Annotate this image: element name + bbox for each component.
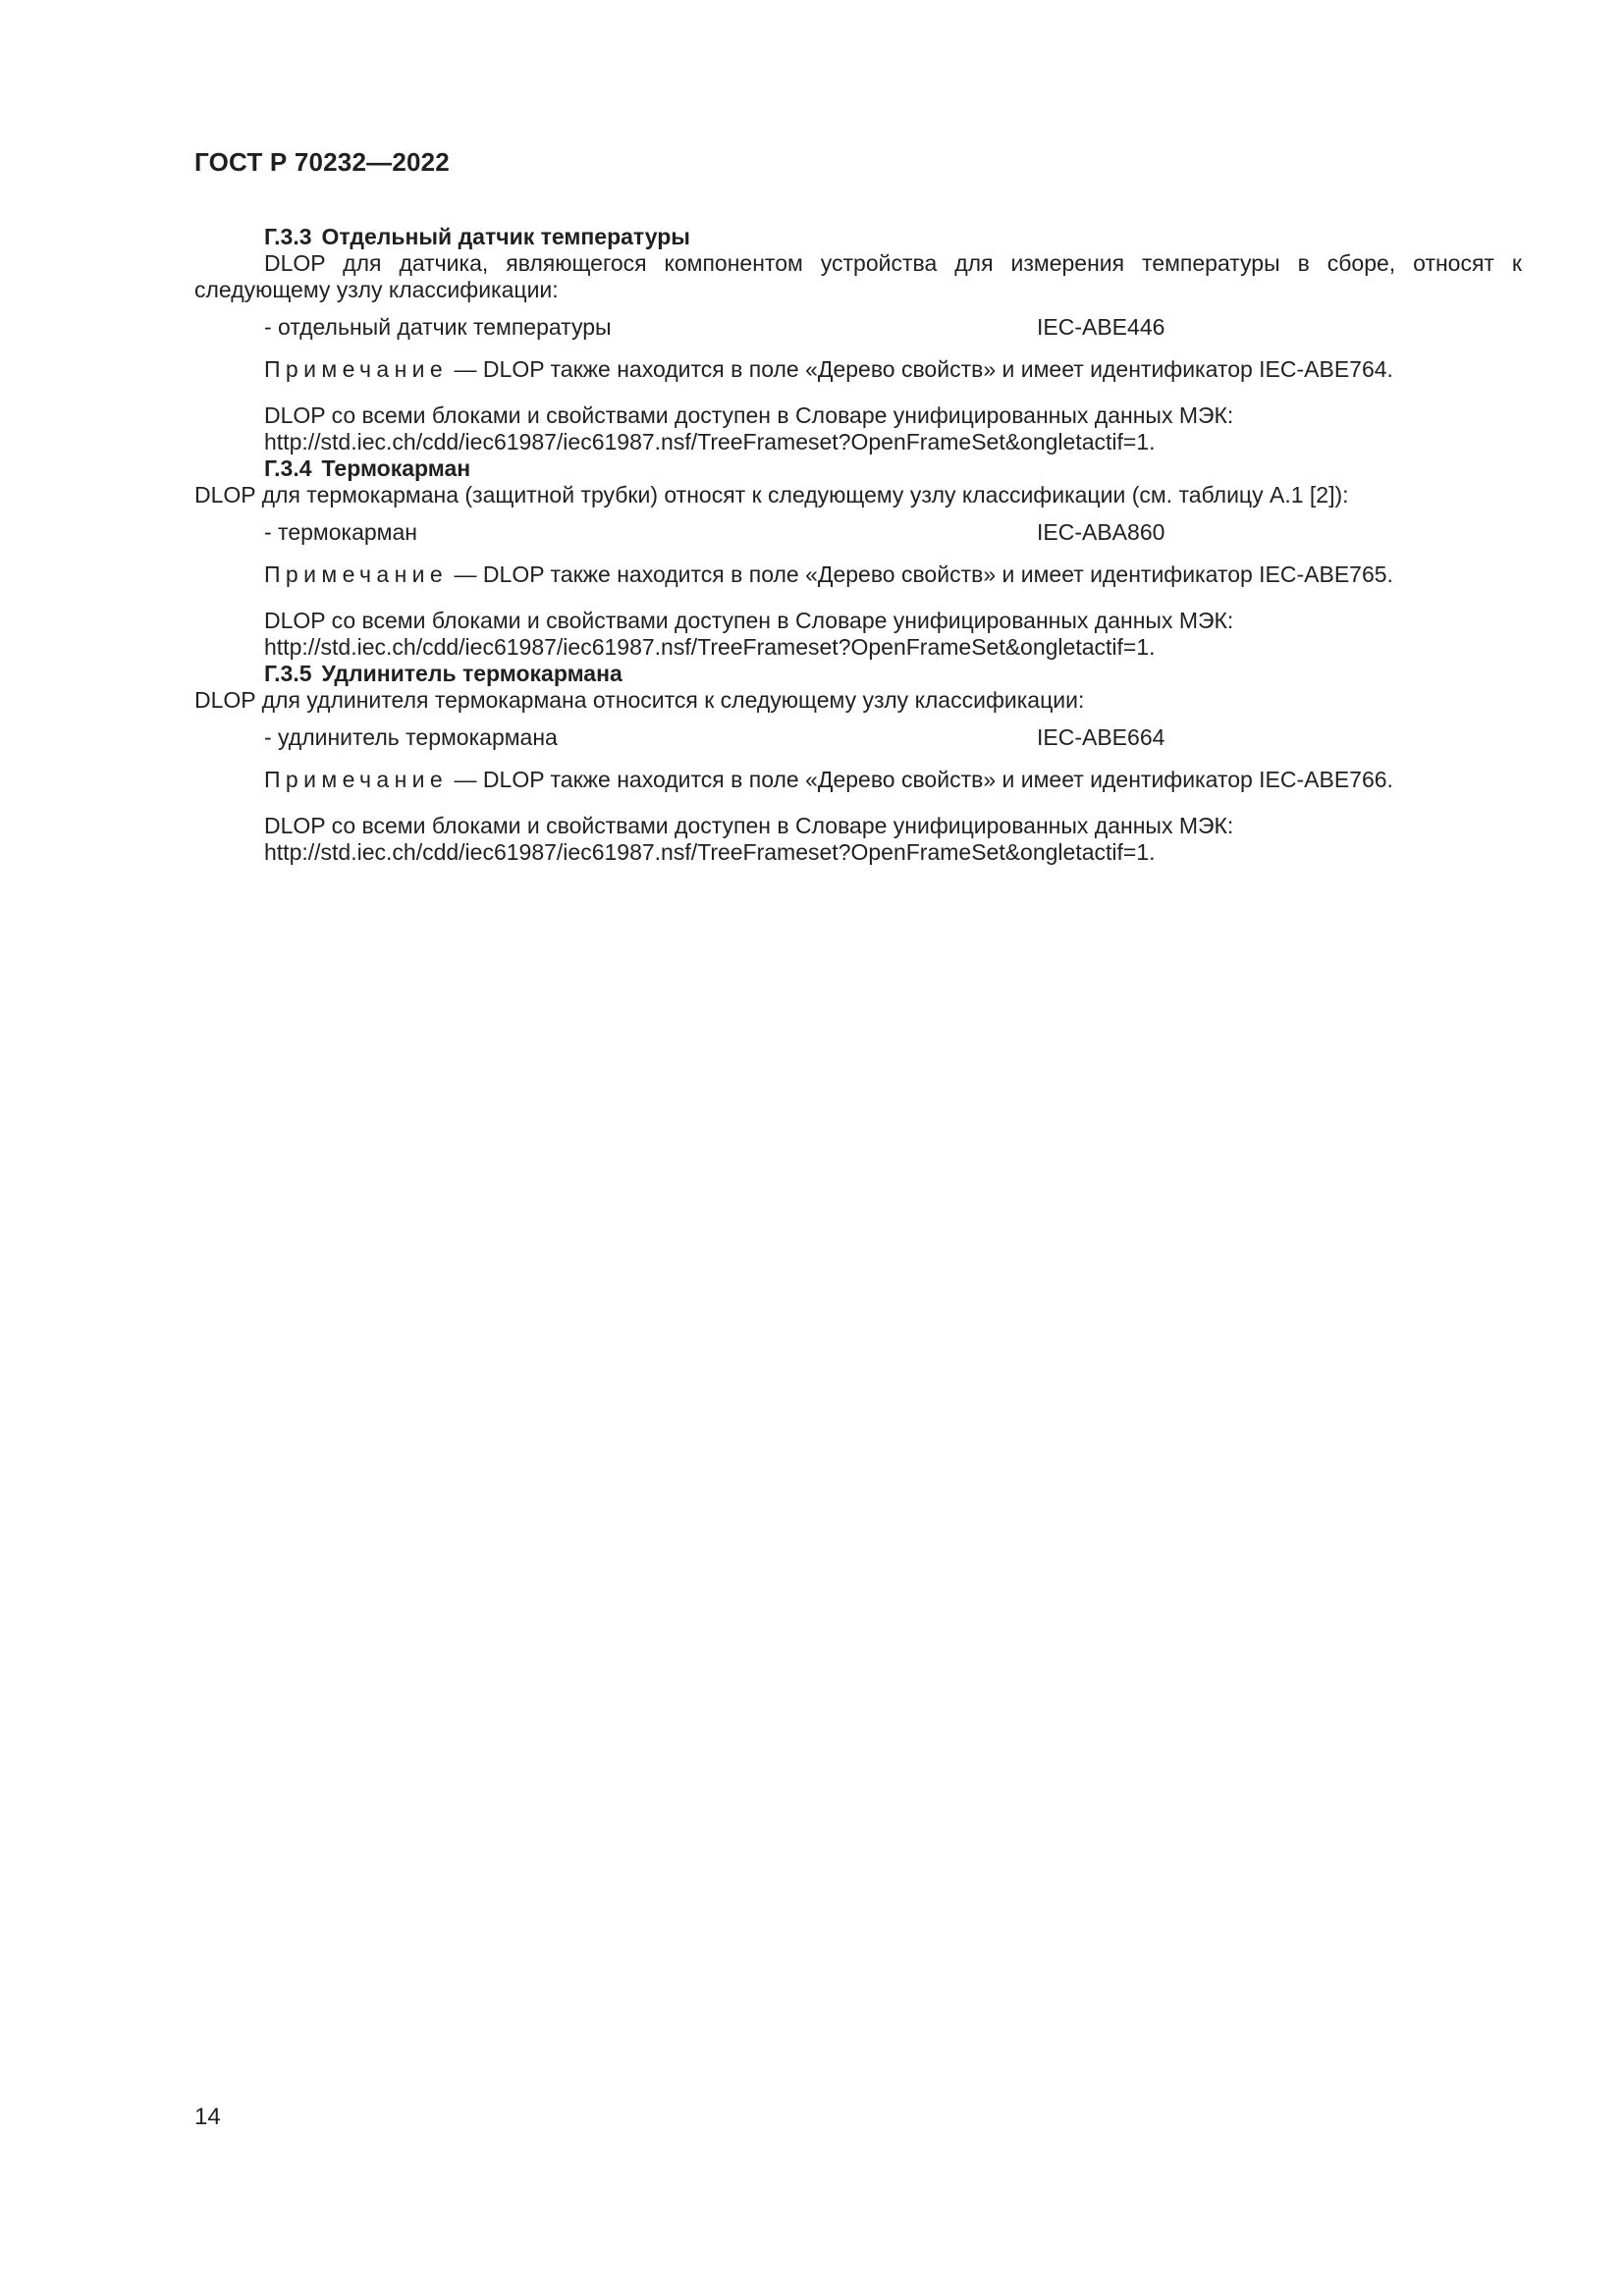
document-body [194, 224, 1522, 866]
note-text: — DLOP также находится в поле «Дерево свойств» и имеет идентификатор IEC-ABE766. [448, 767, 1393, 792]
cdd-link: http://std.iec.ch/cdd/iec61987/iec61987.nsf/TreeFrameset?OpenFrameSet&ongletactif=1. [264, 429, 1156, 454]
section-g34 [194, 455, 1522, 661]
section-intro: DLOP для удлинителя термокармана относится к следующему узлу классификации: [194, 687, 1085, 713]
section-number: Г.3.4 [264, 455, 312, 481]
availability-text: DLOP со всеми блоками и свойствами доступен в Словаре унифицированных данных МЭК: [264, 813, 1234, 838]
availability-block [264, 402, 1522, 455]
note [264, 561, 1522, 588]
document-header: ГОСТ Р 70232—2022 [194, 147, 450, 177]
section-g35 [194, 661, 1522, 866]
classification-code: IEC-ABE446 [1037, 314, 1165, 340]
section-g33 [194, 224, 1522, 455]
section-heading [264, 661, 1522, 687]
classification-row [264, 519, 1522, 546]
classification-code: IEC-ABA860 [1037, 519, 1165, 545]
availability-text: DLOP со всеми блоками и свойствами доступен в Словаре унифицированных данных МЭК: [264, 402, 1234, 428]
note-label: Примечание [264, 767, 449, 792]
classification-label: - термокарман [264, 519, 417, 545]
classification-code: IEC-ABE664 [1037, 724, 1165, 750]
availability-text: DLOP со всеми блоками и свойствами доступен в Словаре унифицированных данных МЭК: [264, 608, 1234, 633]
availability-block [264, 608, 1522, 661]
classification-row [264, 314, 1522, 341]
section-number: Г.3.3 [264, 224, 312, 249]
section-intro: DLOP для термокармана (защитной трубки) относят к следующему узлу классификации (см. таблицу А.1 [2]): [194, 482, 1349, 507]
section-heading [264, 455, 1522, 482]
note-label: Примечание [264, 561, 449, 587]
classification-row [264, 724, 1522, 751]
section-title: Удлинитель термокармана [321, 661, 623, 686]
note-label: Примечание [264, 356, 449, 382]
note [264, 356, 1522, 383]
availability-block [264, 813, 1522, 866]
cdd-link: http://std.iec.ch/cdd/iec61987/iec61987.nsf/TreeFrameset?OpenFrameSet&ongletactif=1. [264, 634, 1156, 660]
section-title: Отдельный датчик температуры [321, 224, 690, 249]
note [264, 767, 1522, 793]
section-intro: DLOP для датчика, являющегося компонентом устройства для измерения температуры в сборе, относят к следующему узлу классификации: [194, 250, 1522, 302]
page-number: 14 [194, 2104, 221, 2130]
section-heading [264, 224, 1522, 250]
classification-label: - отдельный датчик температуры [264, 314, 612, 340]
note-text: — DLOP также находится в поле «Дерево свойств» и имеет идентификатор IEC-ABE765. [448, 561, 1393, 587]
note-text: — DLOP также находится в поле «Дерево свойств» и имеет идентификатор IEC-ABE764. [448, 356, 1393, 382]
section-title: Термокарман [321, 455, 471, 481]
cdd-link: http://std.iec.ch/cdd/iec61987/iec61987.nsf/TreeFrameset?OpenFrameSet&ongletactif=1. [264, 839, 1156, 865]
classification-label: - удлинитель термокармана [264, 724, 558, 750]
section-number: Г.3.5 [264, 661, 312, 686]
